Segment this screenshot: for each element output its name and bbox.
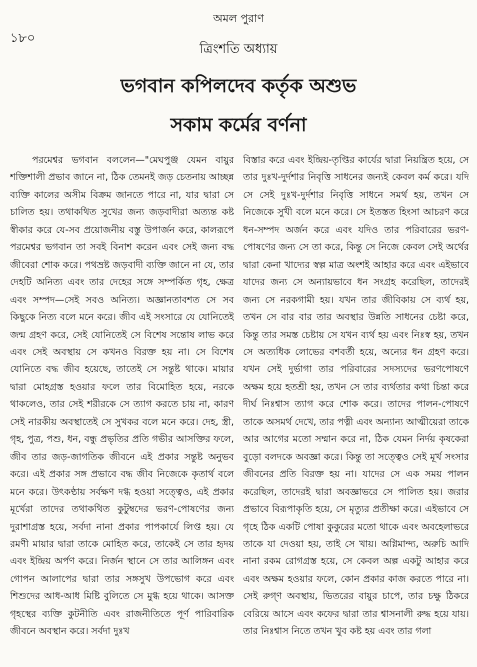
chapter-title-line-2: সকাম কর্মের বর্ণনা — [170, 114, 307, 136]
right-column-text: বিস্তার করে এবং ইন্দ্রিয়-তৃপ্তির কার্যের দ্বারা নিয়ন্ত্রিত হয়ে, সে তার দুঃখ-দুর্দশার নিবৃত্তি সাধনের জন্যই কেবল কর্ম করে। যদি সে সেই দুঃখ-দুর্দশার নিবৃত্তি সাধনে সমর্থ হয়, তখন সে নিজেকে সুখী বলে মনে করে। সে ইতস্তত হিংসা আচরণ করে ধন-সম্পদ অর্জন করে এবং যদিও তার পরিবারের ভরণ-পোষণের জন্য সে তা করে, কিন্তু সে নিজে কেবল সেই অর্থের দ্বারা কেনা খাদ্যের স্বল্প মাত্র অংশই আহার করে এবং এইভাবে যাদের জন্য সে অন্যায়ভাবে ধন সংগ্রহ করেছিল, তাদেরই জন্য সে নরকগামী হয়। যখন তার জীবিকায় সে ব্যর্থ হয়, তখন সে বার বার তার অবস্থার উন্নতি সাধনের চেষ্টা করে, কিন্তু তার সমস্ত চেষ্টায় সে যখন ব্যর্থ হয় এবং নিঃস্ব হয়, তখন সে অত্যধিক লোভের বশবর্তী হয়ে, অন্যের ধন গ্রহণ করে। যখন সেই দুর্ভাগা তার পরিবারের সদস্যদের ভরণপোষণে অক্ষম হয়ে হতশ্রী হয়, তখন সে তার ব্যর্থতার কথা চিন্তা করে দীর্ঘ নিঃশ্বাস ত্যাগ করে শোক করে। তাদের পালন-পোষণে তাকে অসমর্থ দেখে, তার পত্নী এবং অন্যান্য আত্মীয়েরা তাকে আর আগের মতো সম্মান করে না, ঠিক যেমন নির্দয় কৃষকেরা বুড়ো বলদকে অবজ্ঞা করে। কিন্তু তা সত্ত্বেও সেই মূর্খ সংসার জীবনের প্রতি বিরক্ত হয় না। যাদের সে এক সময় পালন করেছিল, তাদেরই দ্বারা অবজ্ঞাভরে সে পালিত হয়। জরার প্রভাবে বিরূপাকৃতি হয়ে, সে মৃত্যুর প্রতীক্ষা করে। এইভাবে সে গৃহে ঠিক একটি পোষা কুকুরের মতো থাকে এবং অবহেলাভরে তাকে যা দেওয়া হয়, তাই সে খায়। অগ্নিমান্দ্য, অরুচি আদি নানা রকম রোগগ্রস্ত হয়ে, সে কেবল অল্প একটু আহার করে এবং অক্ষম হওয়ার ফলে, কোন প্রকার কাজ করতে পারে না। সেই রুগ্ণ অবস্থায়, ভিতরের বায়ুর চাপে, তার চক্ষু ঠিকরে বেরিয়ে আসে এবং কফের দ্বারা তার শ্বাসনালী রুদ্ধ হয়ে যায়। তার নিঃশ্বাস নিতে তখন খুব কষ্ট হয় এবং তার গলা — [243, 155, 469, 638]
running-title: অমল পুরাণ — [213, 12, 264, 25]
right-column — [243, 152, 469, 662]
chapter-title-line-1: ভগবান কপিলদেব কর্তৃক অশুভ — [120, 75, 357, 97]
page-number: ১৮০ — [10, 31, 36, 46]
left-column — [10, 152, 234, 662]
left-column-text: পরমেশ্বর ভগবান বললেন—"মেঘপুঞ্জ যেমন বায়ুর শক্তিশালী প্রভাব জানে না, ঠিক তেমনই জড় চেতনায় আচ্ছন্ন ব্যক্তি কালের অসীম বিক্রম জানতে পারে না, যার দ্বারা সে চালিত হয়। তথাকথিত সুখের জন্য জড়বাদীরা অত্যন্ত কষ্ট স্বীকার করে যে-সব প্রয়োজনীয় বস্তু উপার্জন করে, কালরূপে পরমেশ্বর ভগবান তা সবই বিনাশ করেন এবং সেই জন্য বদ্ধ জীবেরা শোক করে। পথভ্রষ্ট জড়বাদী ব্যক্তি জানে না যে, তার দেহটি অনিত্য এবং তার দেহের সঙ্গে সম্পর্কিত গৃহ, ক্ষেত্র এবং সম্পদ—সেই সবও অনিত্য। অজ্ঞানতাবশত সে সব কিছুকে নিত্য বলে মনে করে। জীব এই সংসারে যে যোনিতেই জন্ম গ্রহণ করে, সেই যোনিতেই সে বিশেষ সন্তোষ লাভ করে এবং সেই অবস্থায় সে কখনও বিরক্ত হয় না। সে বিশেষ যোনিতে বদ্ধ জীব হয়েছে, তাতেই সে সন্তুষ্ট থাকে। মায়ার দ্বারা মোহগ্রস্ত হওয়ার ফলে তার বিমোহিত হয়ে, নরকে থাকলেও, তার সেই শরীরকে সে ত্যাগ করতে চায় না, কারণ সেই নারকীয় অবস্থাতেই সে সুখকর বলে মনে করে। দেহ, স্ত্রী, গৃহ, পুত্র, পশু, ধন, বন্ধু প্রভৃতির প্রতি গভীর আসক্তির ফলে, জীব তার জড়-জাগতিক জীবনে এই প্রকার সন্তুষ্ট অনুভব করে। এই প্রকার সঙ্গ প্রভাবে বদ্ধ জীব নিজেকে কৃতার্থ বলে মনে করে। উৎকণ্ঠায় সর্বক্ষণ দগ্ধ হওয়া সত্ত্বেও, এই প্রকার মূর্খেরা তাদের তথাকথিত কুটুম্বদের ভরণ-পোষণের জন্য দুরাশাগ্রস্ত হয়ে, সর্বদা নানা প্রকার পাপকার্যে লিপ্ত হয়। যে রমণী মায়ার দ্বারা তাকে মোহিত করে, তাকেই সে তার হৃদয় এবং ইন্দ্রিয় অর্পণ করে। নির্জন স্থানে সে তার আলিঙ্গন এবং গোপন আলাপের দ্বারা তার সঙ্গসুখ উপভোগ করে এবং শিশুদের আধ-আধ মিষ্টি বুলিতে সে মুগ্ধ হয়ে থাকে। আসক্ত গৃহস্থের ব্যক্তি কুটনীতি এবং রাজনীতিতে পূর্ণ পারিবারিক জীবনে অবস্থান করে। সর্বদা দুঃখ — [10, 155, 234, 638]
chapter-label: ত্রিংশতি অধ্যায় — [199, 42, 278, 57]
